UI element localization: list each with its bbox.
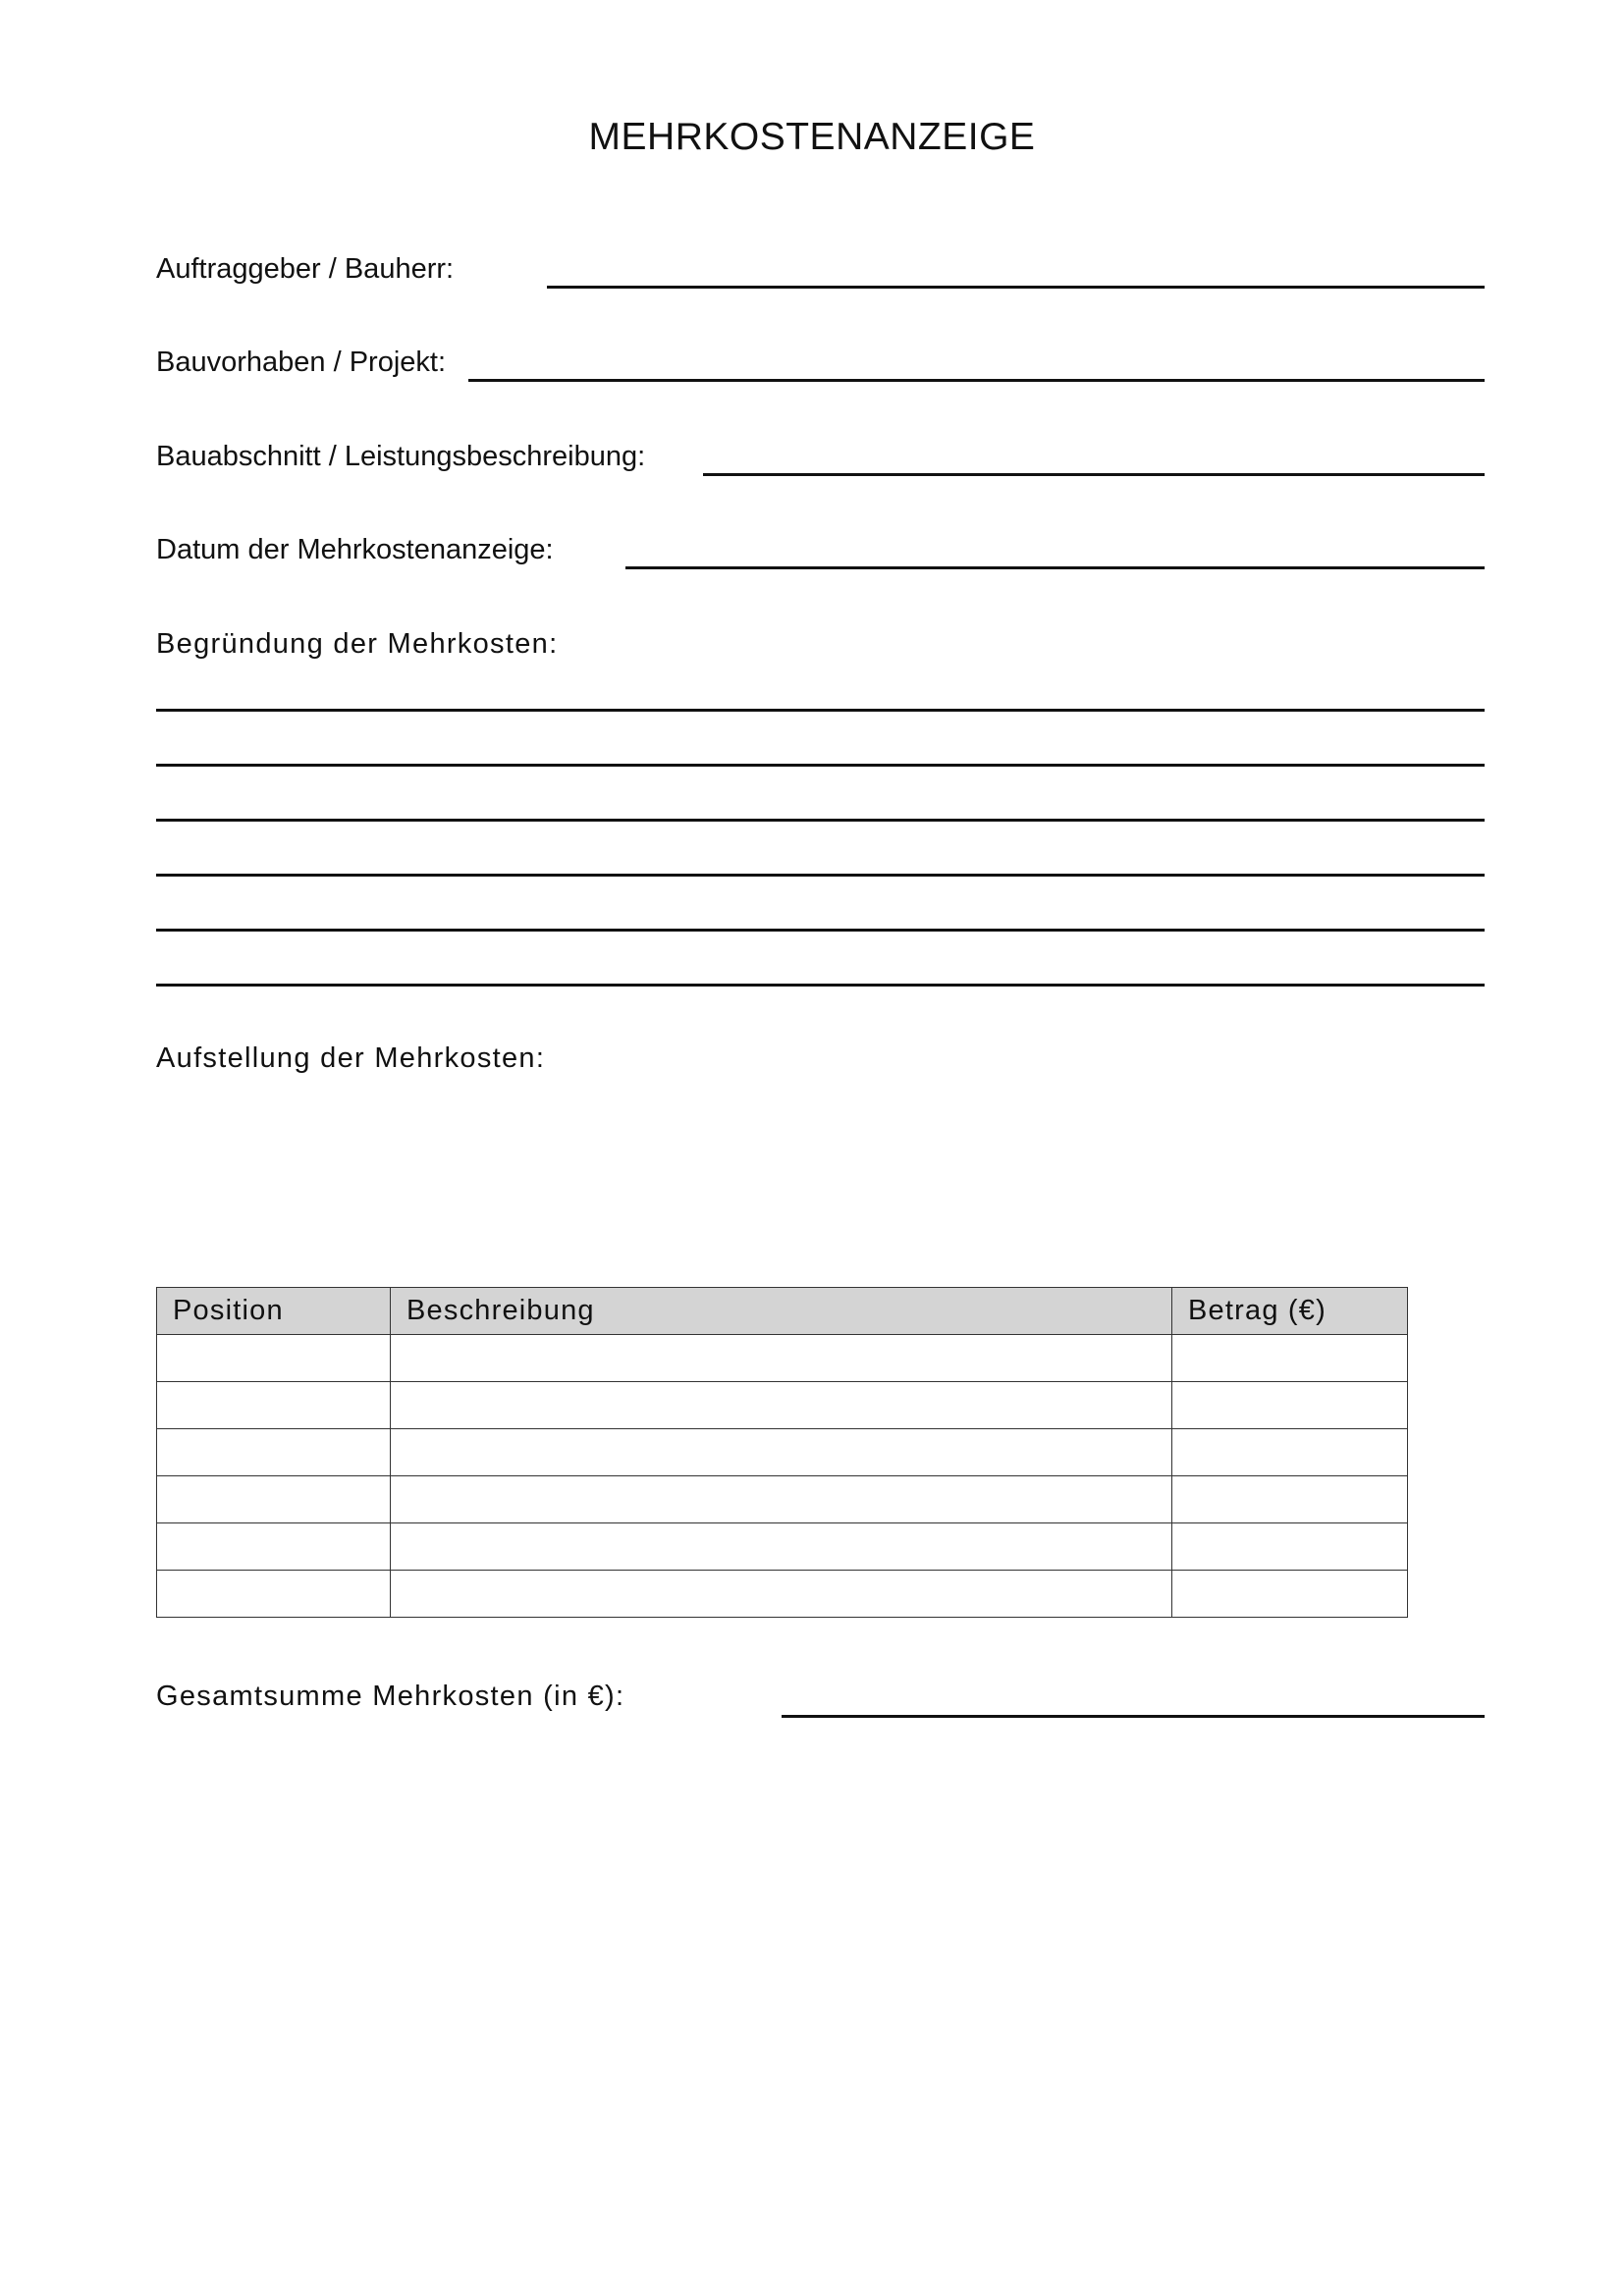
table-row <box>157 1335 1408 1382</box>
client-label: Auftraggeber / Bauherr: <box>156 253 455 285</box>
table-row <box>157 1523 1408 1571</box>
justification-line[interactable] <box>156 929 1485 932</box>
table-header-row <box>157 1288 1408 1335</box>
section-label: Bauabschnitt / Leistungsbeschreibung: <box>156 441 646 472</box>
section-field[interactable] <box>703 473 1485 476</box>
table-row <box>157 1429 1408 1476</box>
table-row <box>157 1571 1408 1618</box>
justification-line[interactable] <box>156 764 1485 767</box>
position-cell[interactable] <box>157 1335 391 1382</box>
date-label: Datum der Mehrkostenanzeige: <box>156 534 554 565</box>
amount-cell[interactable] <box>1172 1571 1408 1618</box>
costs-table <box>156 1287 1408 1618</box>
total-label: Gesamtsumme Mehrkosten (in €): <box>156 1681 625 1712</box>
description-cell[interactable] <box>391 1523 1172 1571</box>
position-cell[interactable] <box>157 1571 391 1618</box>
total-field[interactable] <box>782 1715 1485 1718</box>
position-cell[interactable] <box>157 1382 391 1429</box>
table-row <box>157 1382 1408 1429</box>
header-description: Beschreibung <box>391 1288 1172 1335</box>
justification-label: Begründung der Mehrkosten: <box>156 628 559 660</box>
breakdown-label: Aufstellung der Mehrkosten: <box>156 1042 546 1074</box>
justification-line[interactable] <box>156 984 1485 987</box>
description-cell[interactable] <box>391 1476 1172 1523</box>
description-cell[interactable] <box>391 1571 1172 1618</box>
table-row <box>157 1476 1408 1523</box>
amount-cell[interactable] <box>1172 1476 1408 1523</box>
project-field[interactable] <box>468 379 1485 382</box>
header-position: Position <box>157 1288 391 1335</box>
document-title: MEHRKOSTENANZEIGE <box>588 116 1036 158</box>
justification-line[interactable] <box>156 819 1485 822</box>
date-field[interactable] <box>625 566 1485 569</box>
amount-cell[interactable] <box>1172 1523 1408 1571</box>
client-field[interactable] <box>547 286 1485 289</box>
amount-cell[interactable] <box>1172 1429 1408 1476</box>
amount-cell[interactable] <box>1172 1335 1408 1382</box>
description-cell[interactable] <box>391 1382 1172 1429</box>
justification-line[interactable] <box>156 874 1485 877</box>
header-amount: Betrag (€) <box>1172 1288 1408 1335</box>
position-cell[interactable] <box>157 1523 391 1571</box>
project-label: Bauvorhaben / Projekt: <box>156 347 447 378</box>
description-cell[interactable] <box>391 1335 1172 1382</box>
description-cell[interactable] <box>391 1429 1172 1476</box>
justification-line[interactable] <box>156 709 1485 712</box>
amount-cell[interactable] <box>1172 1382 1408 1429</box>
position-cell[interactable] <box>157 1476 391 1523</box>
position-cell[interactable] <box>157 1429 391 1476</box>
